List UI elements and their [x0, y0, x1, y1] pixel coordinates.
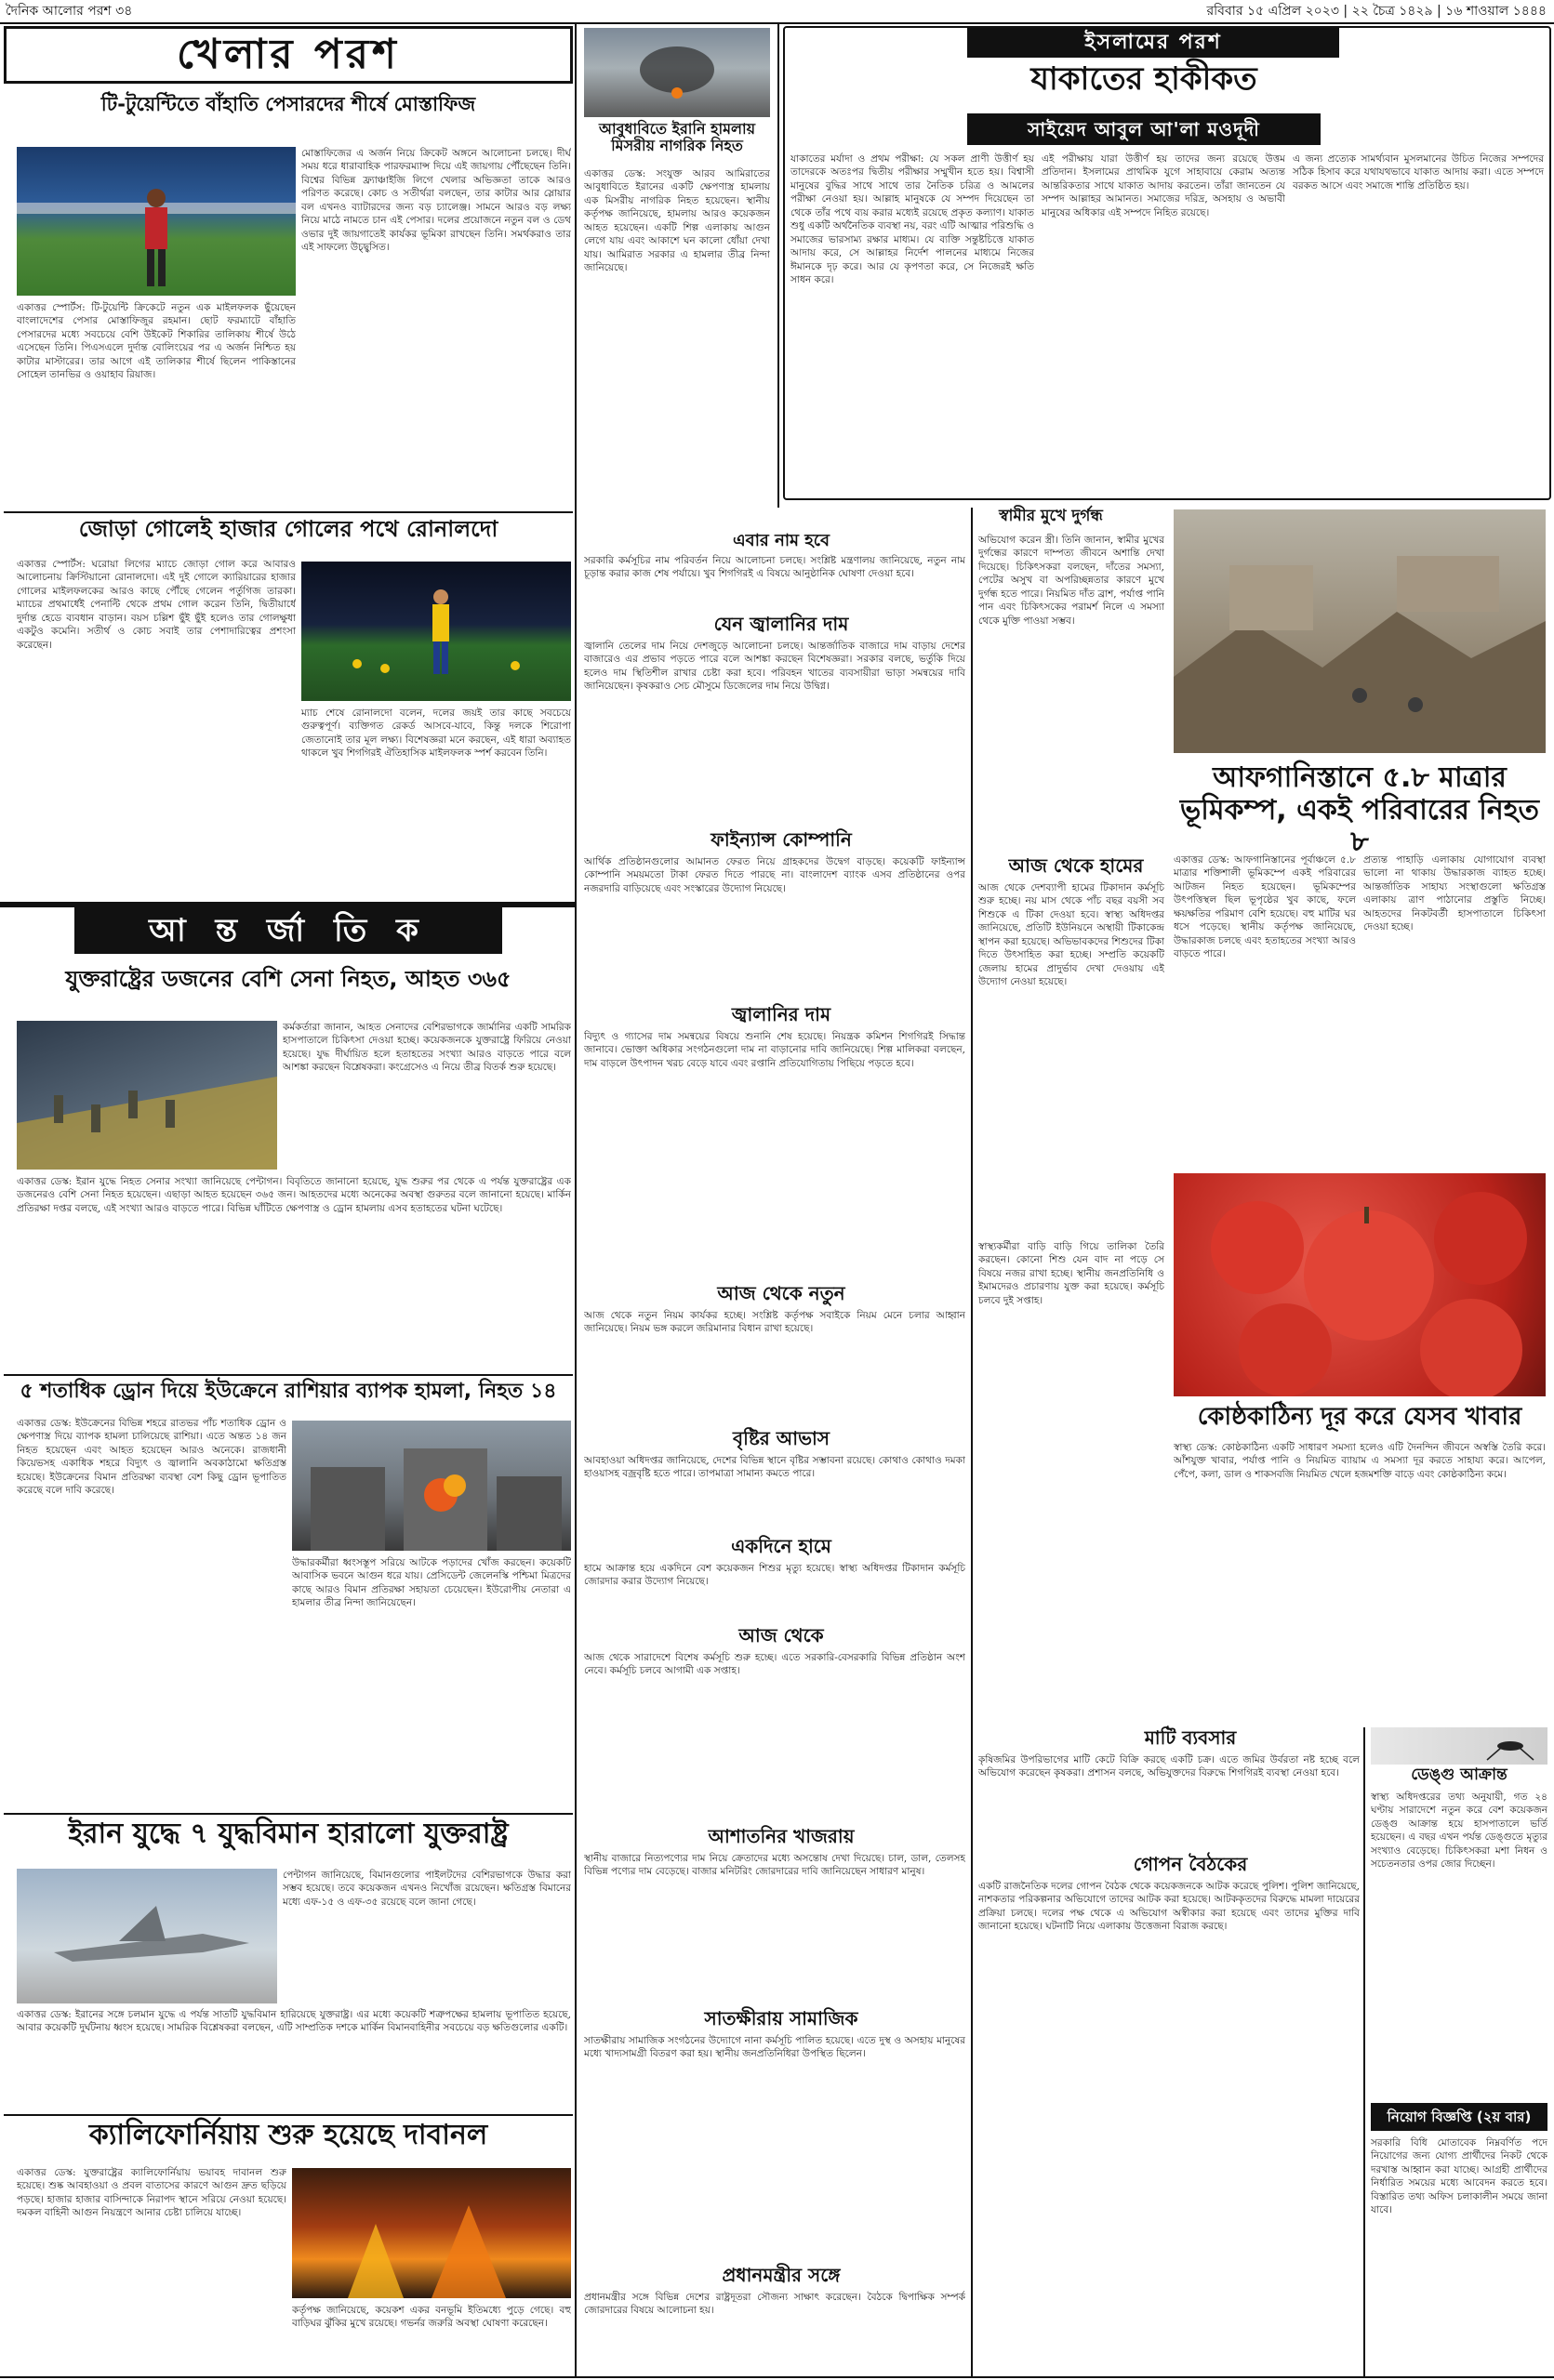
ukraine-strike-photo — [292, 1421, 571, 1551]
intl-divider-3 — [4, 2114, 573, 2116]
market-body: কৃষিজমির উপরিভাগের মাটি কেটে বিক্রি করছে একটি চক্র। এতে জমির উর্বরতা নষ্ট হচ্ছে বলে অভিযোগ করেছেন কৃষকরা। প্রশাসন বলছে, অভিযুক্তদের বিরুদ্ধে শিগগিরই ব্যবস্থা নেওয়া হবে। — [978, 1754, 1360, 1779]
intl-a2-title: ৫ শতাধিক ড্রোন দিয়ে ইউক্রেনে রাশিয়ার ব্যাপক হামলা, নিহত ১৪ — [20, 1380, 557, 1403]
section-label: দৈনিক আলোর পরশ ৩৪ — [6, 4, 133, 19]
column-rule-4 — [1363, 1727, 1365, 2376]
intl-a4-title: ক্যালিফোর্নিয়ায় শুরু হয়েছে দাবানল — [88, 2119, 488, 2151]
intl-a3-title: ইরান যুদ্ধে ৭ যুদ্ধবিমান হারালো যুক্তরাষ্ট্র — [68, 1818, 509, 1850]
earthquake-photo — [1174, 509, 1546, 753]
column-rule-2 — [777, 24, 779, 508]
sports-a2-title: জোড়া গোলেই হাজার গোলের পথে রোনালদো — [78, 516, 498, 542]
middle-a11-body: স্থানীয় বাজারে নিত্যপণ্যের দাম নিয়ে ক্রেতাদের মধ্যে অসন্তোষ দেখা দিয়েছে। চাল, ডাল, তেলসহ বিভিন্ন পণ্যের দাম বেড়েছে। বাজার মনিটরিং জোরদারের দাবি জানিয়েছেন সাধারণ মানুষ। — [584, 1853, 965, 1878]
intl-a4-body2: কর্তৃপক্ষ জানিয়েছে, কয়েকশ একর বনভূমি ইতিমধ্যে পুড়ে গেছে। বহু বাড়িঘর ঝুঁকির মুখে রয়েছে। গভর্নর জরুরি অবস্থা ঘোষণা করেছেন। — [292, 2305, 571, 2330]
apple-body: স্বাস্থ্য ডেস্ক: কোষ্ঠকাঠিন্য একটি সাধারণ সমস্যা হলেও এটি দৈনন্দিন জীবনে অস্বস্তি তৈরি করে। আঁশযুক্ত খাবার, পর্যাপ্ত পানি ও নিয়মিত ব্যায়াম এ সমস্যা দূর করতে সাহায্য করে। আপেল, পেঁপে, কলা, ডাল ও শাকসবজি নিয়মিত খেলে হজমশক্তি বাড়ে এবং কোষ্ঠকাঠিন্য কমে। — [1174, 1442, 1546, 1480]
middle-a6-title: জ্বালানির দাম — [731, 1003, 831, 1025]
middle-a5-title: ফাইন্যান্স কোম্পানি — [711, 828, 852, 851]
bottom-rule — [0, 2376, 1554, 2378]
islam-body: যাকাতের মর্যাদা ও প্রথম পরীক্ষা: যে সকল প্রাণী উত্তীর্ণ হয় তাদেরকে অতঃপর দ্বিতীয় পরীক্ষার সম্মুখীন হতে হয়। বিশ্বাসী মানুষের বুদ্ধির সাথে সাথে তার নৈতিক চরিত্র ও আমলের পরীক্ষা নেওয়া হয়। আল্লাহ মানুষকে যে সম্পদ দিয়েছেন তা থেকে তাঁর পথে ব্যয় করার মধ্যেই রয়েছে প্রকৃত কল্যাণ। যাকাত শুধু একটি অর্থনৈতিক ব্যবস্থা নয়, বরং এটি আত্মার পরিশুদ্ধি ও সমাজের ভারসাম্য রক্ষার মাধ্যম। যে ব্যক্তি সন্তুষ্টচিত্তে যাকাত আদায় করে, সে আল্লাহর নির্দেশ পালনের মাধ্যমে নিজের ঈমানকে দৃঢ় করে। আর যে কৃপণতা করে, সে নিজেরই ক্ষতি সাধন করে। — [790, 153, 1034, 286]
apple-title: কোষ্ঠকাঠিন্য দূর করে যেসব খাবার — [1197, 1403, 1522, 1431]
intl-a2-body: একাত্তর ডেস্ক: ইউক্রেনের বিভিন্ন শহরে রাতভর পাঁচ শতাধিক ড্রোন ও ক্ষেপণাস্ত্র দিয়ে ব্যাপক হামলা চালিয়েছে রাশিয়া। এতে অন্তত ১৪ জন নিহত হয়েছেন এবং আহত হয়েছেন আরও অনেকে। রাজধানী কিয়েভসহ একাধিক শহরে বিদ্যুৎ ও জ্বালানি অবকাঠামো ক্ষতিগ্রস্ত হয়েছে। ইউক্রেনের বিমান প্রতিরক্ষা ব্যবস্থা বেশ কিছু ড্রোন ভূপাতিত করেছে বলে দাবি করেছে। — [17, 1418, 286, 1497]
mosquito-photo — [1371, 1727, 1547, 1765]
abudhabi-smoke-photo — [584, 28, 770, 117]
intl-a2-body2: উদ্ধারকর্মীরা ধ্বংসস্তূপ সরিয়ে আটকে পড়াদের খোঁজ করছেন। কয়েকটি আবাসিক ভবনে আগুন ধরে যায়। প্রেসিডেন্ট জেলেনস্কি পশ্চিমা মিত্রদের কাছে আরও বিমান প্রতিরক্ষা সহায়তা চেয়েছেন। ইউরোপীয় নেতারা এ হামলার তীব্র নিন্দা জানিয়েছেন। — [292, 1557, 571, 1609]
right-a2-body: আজ থেকে দেশব্যাপী হামের টিকাদান কর্মসূচি শুরু হচ্ছে। নয় মাস থেকে পাঁচ বছর বয়সী সব শিশুকে এ টিকা দেওয়া হবে। স্বাস্থ্য অধিদপ্তর জানিয়েছে, প্রতিটি ইউনিয়নে অস্থায়ী টিকাকেন্দ্র স্থাপন করা হয়েছে। অভিভাবকদের শিশুদের টিকা দিতে উৎসাহিত করা হচ্ছে। সম্প্রতি কয়েকটি জেলায় হামের প্রাদুর্ভাব দেখা দেওয়ায় এই উদ্যোগ নেওয়া হয়েছে। — [978, 882, 1164, 988]
meet-title: গোপন বৈঠকের — [1133, 1853, 1248, 1875]
mosquito-icon — [1371, 1727, 1547, 1765]
middle-a10-title: আজ থেকে — [738, 1624, 824, 1646]
quake-body: একাত্তর ডেস্ক: আফগানিস্তানের পূর্বাঞ্চলে ৫.৮ মাত্রার শক্তিশালী ভূমিকম্পে একই পরিবারের আটজন নিহত হয়েছেন। ভূমিকম্পের উৎপত্তিস্থল ছিল ভূপৃষ্ঠের খুব কাছে, ফলে ক্ষয়ক্ষতির পরিমাণ বেশি হয়েছে। বহু মাটির ঘর ধসে পড়েছে। স্থানীয় কর্তৃপক্ষ জানিয়েছে, উদ্ধারকাজ চলছে এবং হতাহতের সংখ্যা আরও বাড়তে পারে। — [1174, 854, 1356, 960]
middle-a12-title: সাতক্ষীরায় সামাজিক — [704, 2007, 858, 2030]
middle-a4-body: জ্বালানি তেলের দাম নিয়ে দেশজুড়ে আলোচনা চলছে। আন্তর্জাতিক বাজারে দাম বাড়ায় দেশের বাজারেও এর প্রভাব পড়তে পারে বলে আশঙ্কা করছেন বিশেষজ্ঞরা। সরকার বলছে, ভর্তুকি দিয়ে হলেও দাম স্থিতিশীল রাখার চেষ্টা করা হবে। পরিবহন খাতের ব্যবসায়ীরা ভাড়া সমন্বয়ের দাবি জানিয়েছেন। কৃষকরাও সেচ মৌসুমে ডিজেলের দাম নিয়ে উদ্বিগ্ন। — [584, 641, 965, 693]
apples-photo — [1174, 1173, 1546, 1396]
footballer-figure-icon — [301, 562, 571, 701]
middle-a13-title: প্রধানমন্ত্রীর সঙ্গে — [722, 2264, 841, 2286]
islam-body3: এ জন্য প্রত্যেক সামর্থ্যবান মুসলমানের উচিত নিজের সম্পদের সঠিক হিসাব করে যথাযথভাবে যাকাত আদায় করা। এতে সম্পদে বরকত আসে এবং সমাজে শান্তি প্রতিষ্ঠিত হয়। — [1293, 153, 1544, 192]
middle-a3-title: এবার নাম হবে — [732, 531, 830, 550]
intl-divider-2 — [4, 1813, 573, 1815]
right-a1-body: অভিযোগ করেন স্ত্রী। তিনি জানান, স্বামীর মুখের দুর্গন্ধের কারণে দাম্পত্য জীবনে অশান্তি দেখা দিয়েছে। চিকিৎসকরা বলছেন, দাঁতের সমস্যা, পেটের অসুখ বা অপরিচ্ছন্নতার কারণে মুখে দুর্গন্ধ হতে পারে। নিয়মিত দাঁত ব্রাশ, পর্যাপ্ত পানি পান এবং চিকিৎসকের পরামর্শ নিলে এ সমস্যা থেকে মুক্তি পাওয়া সম্ভব। — [978, 535, 1164, 627]
intl-a3-body2: পেন্টাগন জানিয়েছে, বিমানগুলোর পাইলটদের বেশিরভাগকে উদ্ধার করা সম্ভব হয়েছে। তবে কয়েকজন এখনও নিখোঁজ রয়েছেন। ক্ষতিগ্রস্ত বিমানের মধ্যে এফ-১৫ ও এফ-৩৫ রয়েছে বলে জানা গেছে। — [283, 1870, 571, 1908]
sports-divider — [4, 511, 573, 513]
middle-a1-title: আবুধাবিতে ইরানি হামলায় মিসরীয় নাগরিক নিহত — [598, 120, 756, 155]
sports-a2-body2: ম্যাচ শেষে রোনালদো বলেন, দলের জয়ই তার কাছে সবচেয়ে গুরুত্বপূর্ণ। ব্যক্তিগত রেকর্ড আসবে-যাবে, কিন্তু দলকে শিরোপা জেতানোই তার মূল লক্ষ্য। বিশেষজ্ঞরা মনে করছেন, এই ধারা অব্যাহত থাকলে খুব শিগগিরই ঐতিহাসিক মাইলফলক স্পর্শ করবেন তিনি। — [301, 707, 571, 760]
quake-title: আফগানিস্তানে ৫.৮ মাত্রার ভূমিকম্প, একই পরিবারের নিহত ৮ — [1179, 761, 1540, 858]
quake-body2: প্রত্যন্ত পাহাড়ি এলাকায় যোগাযোগ ব্যবস্থা ভালো না থাকায় উদ্ধারকাজ ব্যাহত হচ্ছে। আন্তর্জাতিক সাহায্য সংস্থাগুলো ক্ষতিগ্রস্ত এলাকায় ত্রাণ পাঠানোর প্রস্তুতি নিচ্ছে। আহতদের নিকটবর্তী হাসপাতালে চিকিৎসা দেওয়া হচ্ছে। — [1363, 854, 1546, 933]
islam-banner: ইসলামের পরশ — [967, 28, 1339, 58]
smoke-plume-icon — [584, 28, 770, 117]
column-rule-1 — [575, 24, 577, 2376]
middle-a7-title: আজ থেকে নতুন — [717, 1282, 845, 1304]
sports-a2-body: একাত্তর স্পোর্টস: ঘরোয়া লিগের ম্যাচে জোড়া গোল করে আবারও আলোচনায় ক্রিস্টিয়ানো রোনালদো। এই দুই গোলে ক্যারিয়ারের হাজার গোলের মাইলফলকের আরও কাছে পৌঁছে গেলেন পর্তুগিজ তারকা। ম্যাচের প্রথমার্ধেই পেনাল্টি থেকে প্রথম গোল করেন তিনি, দ্বিতীয়ার্ধে দুর্দান্ত হেডে ব্যবধান বাড়ান। বয়স চল্লিশ ছুঁই ছুঁই হলেও তার গোলক্ষুধা একটুও কমেনি। সতীর্থ ও কোচ সবাই তার পেশাদারিত্বের প্রশংসা করেছেন। — [17, 559, 296, 651]
dengue-title: ডেঙ্গু আক্রান্ত — [1411, 1765, 1508, 1784]
apple-icon — [1174, 1173, 1546, 1396]
middle-a1-body: একাত্তর ডেস্ক: সংযুক্ত আরব আমিরাতের আবুধাবিতে ইরানের একটি ক্ষেপণাস্ত্র হামলায় এক মিসরীয় নাগরিক নিহত হয়েছেন। স্থানীয় কর্তৃপক্ষ জানিয়েছে, হামলায় আরও কয়েকজন আহত হয়েছেন। একটি শিল্প এলাকায় আগুন লেগে যায় এবং আকাশে ঘন কালো ধোঁয়া দেখা যায়। আমিরাত সরকার এ হামলার তীব্র নিন্দা জানিয়েছে। — [584, 168, 770, 274]
job-title: নিয়োগ বিজ্ঞপ্তি (২য় বার) — [1371, 2103, 1547, 2131]
islam-author: সাইয়েদ আবুল আ'লা মওদূদী — [967, 113, 1321, 145]
intl-banner: আ ন্ত র্জা তি ক — [74, 907, 502, 954]
middle-a8-title: বৃষ্টির আভাস — [732, 1427, 830, 1449]
middle-a9-title: একদিনে হামে — [731, 1535, 831, 1557]
middle-a2-title: স্বামীর মুখে দুর্গন্ধ — [999, 507, 1103, 525]
middle-a12-body: সাতক্ষীরায় সামাজিক সংগঠনের উদ্যোগে নানা কর্মসূচি পালিত হয়েছে। এতে দুস্থ ও অসহায় মানুষের মধ্যে খাদ্যসামগ্রী বিতরণ করা হয়। স্থানীয় জনপ্রতিনিধিরা উপস্থিত ছিলেন। — [584, 2035, 965, 2060]
islam-body2: এই পরীক্ষায় যারা উত্তীর্ণ হয় তাদের জন্য রয়েছে উত্তম প্রতিদান। ইসলামের প্রাথমিক যুগে সাহাবায়ে কেরাম অত্যন্ত আন্তরিকতার সাথে যাকাত আদায় করতেন। তাঁরা জানতেন যে সম্পদ আল্লাহর আমানত। সমাজের দরিদ্র, অসহায় ও অভাবী মানুষের অধিকার এই সম্পদে নিহিত রয়েছে। — [1042, 153, 1285, 218]
intl-a3-body: একাত্তর ডেস্ক: ইরানের সঙ্গে চলমান যুদ্ধে এ পর্যন্ত সাতটি যুদ্ধবিমান হারিয়েছে যুক্তরাষ্ট্র। এর মধ্যে কয়েকটি শত্রুপক্ষের হামলায় ভূপাতিত হয়েছে, আবার কয়েকটি দুর্ঘটনায় ধ্বংস হয়েছে। সামরিক বিশ্লেষকরা বলছেন, এটি সাম্প্রতিক দশকে মার্কিন বিমানবাহিনীর সবচেয়ে বড় ক্ষতিগুলোর একটি। — [17, 2009, 571, 2034]
rubble-icon — [1174, 509, 1546, 753]
sports-a1-lead: একাত্তর স্পোর্টস: টি-টুয়েন্টি ক্রিকেটে নতুন এক মাইলফলক ছুঁয়েছেন বাংলাদেশের পেসার মোস্তাফিজুর রহমান। ছোট ফরম্যাটে বাঁহাতি পেসারদের মধ্যে সবচেয়ে বেশি উইকেট শিকারির তালিকায় শীর্ষে উঠে এসেছেন তিনি। পিএসএলে দুর্দান্ত বোলিংয়ের পর এ অর্জন নিশ্চিত হয় কাটার মাস্টারের। তার আগে এই তালিকার শীর্ষে ছিলেন পাকিস্তানের সোহেল তানভির ও ওয়াহাব রিয়াজ। — [17, 302, 296, 381]
cricket-photo — [17, 147, 296, 296]
burning-building-icon — [292, 1421, 571, 1551]
football-photo — [301, 562, 571, 701]
sports-a1-title: টি-টুয়েন্টিতে বাঁহাতি পেসারদের শীর্ষে মোস্তাফিজ — [100, 93, 476, 115]
fighter-jet-photo — [17, 1869, 277, 2003]
date-line: রবিবার ১৫ এপ্রিল ২০২৩ | ২২ চৈত্র ১৪২৯ | ১৬ শাওয়াল ১৪৪৪ — [1206, 4, 1547, 19]
intl-a1-body2: কর্মকর্তারা জানান, আহত সেনাদের বেশিরভাগকে জার্মানির একটি সামরিক হাসপাতালে চিকিৎসা দেওয়া হচ্ছে। কয়েকজনকে যুক্তরাষ্ট্রে ফিরিয়ে নেওয়া হয়েছে। যুদ্ধ দীর্ঘায়িত হলে হতাহতের সংখ্যা আরও বাড়তে পারে বলে আশঙ্কা করছেন বিশ্লেষকরা। কংগ্রেসেও এ নিয়ে তীব্র বিতর্ক শুরু হয়েছে। — [283, 1022, 571, 1074]
sports-banner: খেলার পরশ — [4, 26, 573, 84]
wildfire-flame-icon — [292, 2168, 571, 2298]
middle-a10-body: আজ থেকে সারাদেশে বিশেষ কর্মসূচি শুরু হচ্ছে। এতে সরকারি-বেসরকারি বিভিন্ন প্রতিষ্ঠান অংশ নেবে। কর্মসূচি চলবে আগামী এক সপ্তাহ। — [584, 1652, 965, 1677]
right-a2-title: আজ থেকে হামের — [1008, 854, 1144, 877]
job-body: সরকারি বিধি মোতাবেক নিম্নবর্ণিত পদে নিয়োগের জন্য যোগ্য প্রার্থীদের নিকট থেকে দরখাস্ত আহ্বান করা যাচ্ছে। আগ্রহী প্রার্থীদের নির্ধারিত সময়ের মধ্যে আবেদন করতে হবে। বিস্তারিত তথ্য অফিস চলাকালীন সময়ে জানা যাবে। — [1371, 2137, 1547, 2216]
middle-a8-body: আবহাওয়া অধিদপ্তর জানিয়েছে, দেশের বিভিন্ন স্থানে বৃষ্টির সম্ভাবনা রয়েছে। কোথাও কোথাও দমকা হাওয়াসহ বজ্রবৃষ্টি হতে পারে। তাপমাত্রা সামান্য কমতে পারে। — [584, 1455, 965, 1480]
middle-a6-body: বিদ্যুৎ ও গ্যাসের দাম সমন্বয়ের বিষয়ে শুনানি শেষ হয়েছে। নিয়ন্ত্রক কমিশন শিগগিরই সিদ্ধান্ত জানাবে। ভোক্তা অধিকার সংগঠনগুলো দাম না বাড়ানোর দাবি জানিয়েছে। শিল্প মালিকরা বলছেন, দাম বাড়লে উৎপাদন খরচ বেড়ে যাবে এবং রপ্তানি প্রতিযোগিতায় পিছিয়ে পড়তে হবে। — [584, 1031, 965, 1069]
soldiers-photo — [17, 1021, 277, 1170]
middle-a4-title: যেন জ্বালানির দাম — [713, 613, 849, 635]
middle-a3-body: সরকারি কর্মসূচির নাম পরিবর্তন নিয়ে আলোচনা চলছে। সংশ্লিষ্ট মন্ত্রণালয় জানিয়েছে, নতুন নাম চূড়ান্ত করার কাজ শেষ পর্যায়ে। খুব শিগগিরই এ বিষয়ে আনুষ্ঠানিক ঘোষণা দেওয়া হবে। — [584, 555, 965, 580]
fighter-jet-icon — [17, 1869, 277, 2003]
soldiers-figure-icon — [17, 1021, 277, 1170]
middle-a11-title: আশাতনির খাজরায় — [708, 1825, 855, 1847]
intl-a1-body: একাত্তর ডেস্ক: ইরান যুদ্ধে নিহত সেনার সংখ্যা জানিয়েছে পেন্টাগন। বিবৃতিতে জানানো হয়েছে, যুদ্ধ শুরুর পর থেকে এ পর্যন্ত যুক্তরাষ্ট্রের এক ডজনেরও বেশি সেনা নিহত হয়েছেন। এছাড়া আহত হয়েছেন ৩৬৫ জন। আহতদের মধ্যে অনেকের অবস্থা গুরুতর বলে জানানো হয়েছে। মার্কিন প্রতিরক্ষা দপ্তর বলছে, এই সংখ্যা আরও বাড়তে পারে। বিভিন্ন ঘাঁটিতে ক্ষেপণাস্ত্র ও ড্রোন হামলায় এসব হতাহতের ঘটনা ঘটেছে। — [17, 1176, 571, 1214]
middle-a9-body: হামে আক্রান্ত হয়ে একদিনে বেশ কয়েকজন শিশুর মৃত্যু হয়েছে। স্বাস্থ্য অধিদপ্তর টিকাদান কর্মসূচি জোরদার করার উদ্যোগ নিয়েছে। — [584, 1563, 965, 1588]
intl-divider-1 — [4, 1374, 573, 1376]
right-a2-body2: স্বাস্থ্যকর্মীরা বাড়ি বাড়ি গিয়ে তালিকা তৈরি করছেন। কোনো শিশু যেন বাদ না পড়ে সে বিষয়ে নজর রাখা হচ্ছে। স্থানীয় জনপ্রতিনিধি ও ইমামদেরও প্রচারণায় যুক্ত করা হয়েছে। কর্মসূচি চলবে দুই সপ্তাহ। — [978, 1241, 1164, 1306]
middle-a7-body: আজ থেকে নতুন নিয়ম কার্যকর হচ্ছে। সংশ্লিষ্ট কর্তৃপক্ষ সবাইকে নিয়ম মেনে চলার আহ্বান জানিয়েছে। নিয়ম ভঙ্গ করলে জরিমানার বিধান রাখা হয়েছে। — [584, 1310, 965, 1335]
intl-a4-body: একাত্তর ডেস্ক: যুক্তরাষ্ট্রের ক্যালিফোর্নিয়ায় ভয়াবহ দাবানল শুরু হয়েছে। শুষ্ক আবহাওয়া ও প্রবল বাতাসের কারণে আগুন দ্রুত ছড়িয়ে পড়ছে। হাজার হাজার বাসিন্দাকে নিরাপদ স্থানে সরিয়ে নেওয়া হয়েছে। দমকল বাহিনী আগুন নিয়ন্ত্রণে আনার চেষ্টা চালিয়ে যাচ্ছে। — [17, 2167, 286, 2219]
middle-a13-body: প্রধানমন্ত্রীর সঙ্গে বিভিন্ন দেশের রাষ্ট্রদূতরা সৌজন্য সাক্ষাৎ করেছেন। বৈঠকে দ্বিপাক্ষিক সম্পর্ক জোরদারের বিষয়ে আলোচনা হয়। — [584, 2292, 965, 2317]
wildfire-photo — [292, 2168, 571, 2298]
middle-a5-body: আর্থিক প্রতিষ্ঠানগুলোর আমানত ফেরত নিয়ে গ্রাহকদের উদ্বেগ বাড়ছে। কয়েকটি ফাইন্যান্স কোম্পানি সময়মতো টাকা ফেরত দিতে পারছে না। বাংলাদেশ ব্যাংক এসব প্রতিষ্ঠানের ওপর নজরদারি বাড়িয়েছে এবং সংস্কারের উদ্যোগ নিয়েছে। — [584, 856, 965, 894]
column-rule-3 — [971, 508, 973, 2376]
dengue-body: স্বাস্থ্য অধিদপ্তরের তথ্য অনুযায়ী, গত ২৪ ঘণ্টায় সারাদেশে নতুন করে বেশ কয়েকজন ডেঙ্গু আক্রান্ত হয়ে হাসপাতালে ভর্তি হয়েছেন। এ বছর এখন পর্যন্ত ডেঙ্গুতে মৃত্যুর সংখ্যাও বেড়েছে। চিকিৎসকরা মশা নিধন ও সচেতনতার ওপর জোর দিচ্ছেন। — [1371, 1792, 1547, 1871]
market-title: মাটি ব্যবসার — [1144, 1726, 1237, 1749]
sports-a1-body: মোস্তাফিজের এ অর্জন নিয়ে ক্রিকেট অঙ্গনে আলোচনা চলছে। দীর্ঘ সময় ধরে ধারাবাহিক পারফরম্যান্স দিয়ে এই জায়গায় পৌঁছেছেন তিনি। বিশ্বের বিভিন্ন ফ্র্যাঞ্চাইজি লিগে খেলার অভিজ্ঞতা তাকে আরও পরিণত করেছে। কোচ ও সতীর্থরা বলছেন, তার কাটার আর স্লোয়ার বল এখনও ব্যাটারদের জন্য বড় চ্যালেঞ্জ। সামনে আরও বড় লক্ষ্য নিয়ে মাঠে নামতে চান এই পেসার। দলের প্রয়োজনে নতুন বল ও ডেথ ওভার দুই জায়গাতেই কার্যকর ভূমিকা রাখছেন তিনি। সমর্থকরাও তার এই সাফল্যে উচ্ছ্বসিত। — [301, 148, 571, 254]
islam-title: যাকাতের হাকীকত — [1030, 60, 1257, 98]
intl-a1-title: যুক্তরাষ্ট্রের ডজনের বেশি সেনা নিহত, আহত ৩৬৫ — [65, 966, 511, 992]
meet-body: একটি রাজনৈতিক দলের গোপন বৈঠক থেকে কয়েকজনকে আটক করেছে পুলিশ। পুলিশ জানিয়েছে, নাশকতার পরিকল্পনার অভিযোগে তাদের আটক করা হয়েছে। আটককৃতদের বিরুদ্ধে মামলা দায়েরের প্রক্রিয়া চলছে। দলের পক্ষ থেকে এ অভিযোগ অস্বীকার করা হয়েছে এবং তাদের মুক্তির দাবি জানানো হয়েছে। ঘটনাটি নিয়ে এলাকায় উত্তেজনা বিরাজ করছে। — [978, 1881, 1360, 1933]
cricketer-figure-icon — [17, 147, 296, 296]
